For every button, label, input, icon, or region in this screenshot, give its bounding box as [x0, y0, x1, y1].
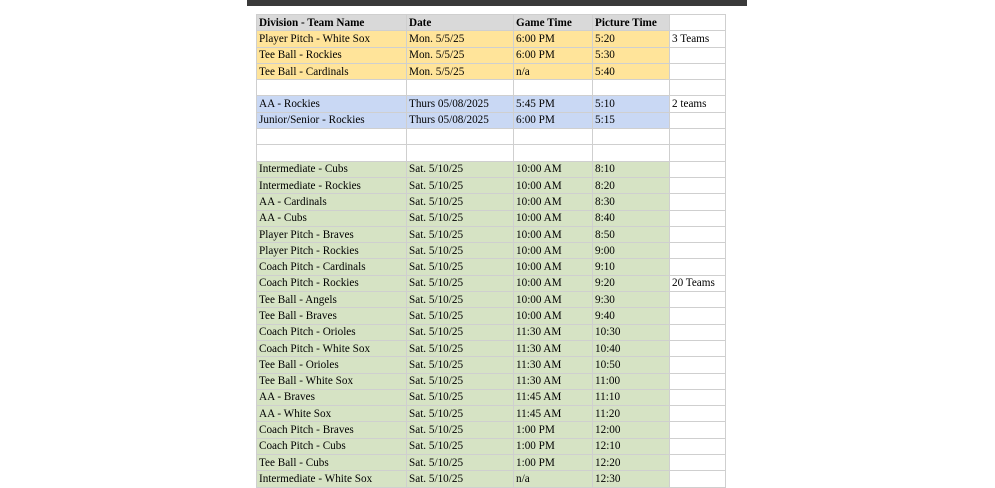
division-team-cell: AA - Cubs	[257, 210, 407, 226]
game-time-cell: 6:00 PM	[514, 47, 593, 63]
document-top-bar	[247, 0, 747, 6]
game-time-cell: 10:00 AM	[514, 308, 593, 324]
blank-row	[257, 145, 726, 161]
empty-cell	[670, 145, 726, 161]
empty-cell	[407, 80, 514, 96]
division-team-cell: Coach Pitch - White Sox	[257, 340, 407, 356]
game-time-cell: 6:00 PM	[514, 112, 593, 128]
division-team-cell: Intermediate - Cubs	[257, 161, 407, 177]
notes-cell	[670, 292, 726, 308]
schedule-row	[257, 194, 726, 210]
notes-cell: 2 teams	[670, 96, 726, 112]
date-cell: Sat. 5/10/25	[407, 406, 514, 422]
header-notes	[670, 15, 726, 31]
date-cell: Sat. 5/10/25	[407, 455, 514, 471]
notes-cell	[670, 47, 726, 63]
game-time-cell: 1:00 PM	[514, 455, 593, 471]
notes-cell	[670, 422, 726, 438]
schedule-row	[257, 308, 726, 324]
division-team-cell: Tee Ball - Angels	[257, 292, 407, 308]
schedule-row	[257, 275, 726, 291]
schedule-row	[257, 357, 726, 373]
notes-cell	[670, 63, 726, 79]
empty-cell	[407, 129, 514, 145]
picture-time-cell: 10:50	[593, 357, 670, 373]
picture-time-cell: 9:10	[593, 259, 670, 275]
division-team-cell: AA - Braves	[257, 389, 407, 405]
division-team-cell: Tee Ball - Cubs	[257, 455, 407, 471]
schedule-row	[257, 96, 726, 112]
blank-row	[257, 129, 726, 145]
empty-cell	[257, 80, 407, 96]
game-time-cell: 10:00 AM	[514, 226, 593, 242]
picture-time-cell: 5:10	[593, 96, 670, 112]
picture-time-cell: 8:50	[593, 226, 670, 242]
division-team-cell: AA - White Sox	[257, 406, 407, 422]
notes-cell	[670, 177, 726, 193]
picture-time-cell: 8:30	[593, 194, 670, 210]
division-team-cell: Tee Ball - Braves	[257, 308, 407, 324]
game-time-cell: 6:00 PM	[514, 31, 593, 47]
game-time-cell: 11:30 AM	[514, 324, 593, 340]
game-time-cell: n/a	[514, 63, 593, 79]
empty-cell	[407, 145, 514, 161]
picture-time-cell: 12:30	[593, 471, 670, 487]
division-team-cell: Tee Ball - White Sox	[257, 373, 407, 389]
schedule-row	[257, 292, 726, 308]
picture-time-cell: 5:15	[593, 112, 670, 128]
division-team-cell: Coach Pitch - Cubs	[257, 438, 407, 454]
notes-cell	[670, 373, 726, 389]
division-team-cell: Coach Pitch - Rockies	[257, 275, 407, 291]
division-team-cell: Coach Pitch - Orioles	[257, 324, 407, 340]
picture-time-cell: 12:10	[593, 438, 670, 454]
notes-cell	[670, 471, 726, 487]
schedule-row	[257, 31, 726, 47]
schedule-row	[257, 373, 726, 389]
picture-time-cell: 8:10	[593, 161, 670, 177]
header-division-team: Division - Team Name	[257, 15, 407, 31]
date-cell: Sat. 5/10/25	[407, 243, 514, 259]
date-cell: Sat. 5/10/25	[407, 226, 514, 242]
schedule-row	[257, 324, 726, 340]
date-cell: Mon. 5/5/25	[407, 31, 514, 47]
picture-time-cell: 9:00	[593, 243, 670, 259]
game-time-cell: 5:45 PM	[514, 96, 593, 112]
game-time-cell: 1:00 PM	[514, 422, 593, 438]
empty-cell	[514, 129, 593, 145]
notes-cell: 3 Teams	[670, 31, 726, 47]
game-time-cell: 11:30 AM	[514, 357, 593, 373]
picture-time-cell: 11:10	[593, 389, 670, 405]
game-time-cell: 1:00 PM	[514, 438, 593, 454]
schedule-row	[257, 422, 726, 438]
division-team-cell: Coach Pitch - Cardinals	[257, 259, 407, 275]
game-time-cell: n/a	[514, 471, 593, 487]
picture-time-cell: 8:20	[593, 177, 670, 193]
date-cell: Sat. 5/10/25	[407, 340, 514, 356]
picture-time-cell: 10:40	[593, 340, 670, 356]
date-cell: Sat. 5/10/25	[407, 194, 514, 210]
game-time-cell: 10:00 AM	[514, 177, 593, 193]
notes-cell	[670, 161, 726, 177]
notes-cell	[670, 389, 726, 405]
date-cell: Sat. 5/10/25	[407, 438, 514, 454]
picture-time-cell: 9:40	[593, 308, 670, 324]
notes-cell	[670, 226, 726, 242]
schedule-table	[256, 14, 726, 488]
schedule-row	[257, 226, 726, 242]
date-cell: Sat. 5/10/25	[407, 292, 514, 308]
date-cell: Sat. 5/10/25	[407, 210, 514, 226]
header-date: Date	[407, 15, 514, 31]
schedule-row	[257, 47, 726, 63]
date-cell: Sat. 5/10/25	[407, 324, 514, 340]
schedule-row	[257, 243, 726, 259]
schedule-row	[257, 177, 726, 193]
division-team-cell: Coach Pitch - Braves	[257, 422, 407, 438]
header-game-time: Game Time	[514, 15, 593, 31]
header-picture-time: Picture Time	[593, 15, 670, 31]
division-team-cell: Intermediate - Rockies	[257, 177, 407, 193]
empty-cell	[257, 129, 407, 145]
game-time-cell: 10:00 AM	[514, 194, 593, 210]
game-time-cell: 11:45 AM	[514, 389, 593, 405]
picture-time-cell: 8:40	[593, 210, 670, 226]
game-time-cell: 11:30 AM	[514, 373, 593, 389]
game-time-cell: 10:00 AM	[514, 259, 593, 275]
picture-time-cell: 11:00	[593, 373, 670, 389]
empty-cell	[593, 145, 670, 161]
schedule-row	[257, 259, 726, 275]
notes-cell	[670, 340, 726, 356]
division-team-cell: Tee Ball - Rockies	[257, 47, 407, 63]
notes-cell	[670, 438, 726, 454]
date-cell: Sat. 5/10/25	[407, 177, 514, 193]
date-cell: Sat. 5/10/25	[407, 161, 514, 177]
empty-cell	[593, 80, 670, 96]
picture-time-cell: 5:40	[593, 63, 670, 79]
picture-time-cell: 10:30	[593, 324, 670, 340]
division-team-cell: AA - Rockies	[257, 96, 407, 112]
schedule-row	[257, 161, 726, 177]
division-team-cell: Tee Ball - Cardinals	[257, 63, 407, 79]
notes-cell: 20 Teams	[670, 275, 726, 291]
date-cell: Thurs 05/08/2025	[407, 96, 514, 112]
date-cell: Sat. 5/10/25	[407, 357, 514, 373]
schedule-row	[257, 438, 726, 454]
game-time-cell: 10:00 AM	[514, 292, 593, 308]
schedule-row	[257, 471, 726, 487]
division-team-cell: Junior/Senior - Rockies	[257, 112, 407, 128]
division-team-cell: Player Pitch - Rockies	[257, 243, 407, 259]
empty-cell	[514, 80, 593, 96]
notes-cell	[670, 112, 726, 128]
date-cell: Sat. 5/10/25	[407, 471, 514, 487]
division-team-cell: Player Pitch - Braves	[257, 226, 407, 242]
notes-cell	[670, 243, 726, 259]
schedule-row	[257, 112, 726, 128]
game-time-cell: 11:30 AM	[514, 340, 593, 356]
schedule-row	[257, 455, 726, 471]
picture-time-cell: 12:00	[593, 422, 670, 438]
schedule-row	[257, 63, 726, 79]
date-cell: Thurs 05/08/2025	[407, 112, 514, 128]
schedule-row	[257, 406, 726, 422]
schedule-row	[257, 340, 726, 356]
schedule-row	[257, 389, 726, 405]
game-time-cell: 10:00 AM	[514, 275, 593, 291]
game-time-cell: 10:00 AM	[514, 161, 593, 177]
date-cell: Sat. 5/10/25	[407, 373, 514, 389]
date-cell: Sat. 5/10/25	[407, 422, 514, 438]
notes-cell	[670, 259, 726, 275]
date-cell: Sat. 5/10/25	[407, 259, 514, 275]
notes-cell	[670, 455, 726, 471]
empty-cell	[670, 80, 726, 96]
date-cell: Sat. 5/10/25	[407, 389, 514, 405]
game-time-cell: 10:00 AM	[514, 243, 593, 259]
division-team-cell: Intermediate - White Sox	[257, 471, 407, 487]
picture-time-cell: 9:20	[593, 275, 670, 291]
picture-time-cell: 9:30	[593, 292, 670, 308]
notes-cell	[670, 324, 726, 340]
notes-cell	[670, 194, 726, 210]
division-team-cell: Tee Ball - Orioles	[257, 357, 407, 373]
division-team-cell: Player Pitch - White Sox	[257, 31, 407, 47]
empty-cell	[514, 145, 593, 161]
empty-cell	[593, 129, 670, 145]
date-cell: Sat. 5/10/25	[407, 308, 514, 324]
empty-cell	[257, 145, 407, 161]
blank-row	[257, 80, 726, 96]
notes-cell	[670, 357, 726, 373]
notes-cell	[670, 308, 726, 324]
date-cell: Mon. 5/5/25	[407, 47, 514, 63]
date-cell: Mon. 5/5/25	[407, 63, 514, 79]
notes-cell	[670, 406, 726, 422]
game-time-cell: 10:00 AM	[514, 210, 593, 226]
header-row	[257, 15, 726, 31]
picture-time-cell: 11:20	[593, 406, 670, 422]
notes-cell	[670, 210, 726, 226]
game-time-cell: 11:45 AM	[514, 406, 593, 422]
division-team-cell: AA - Cardinals	[257, 194, 407, 210]
schedule-row	[257, 210, 726, 226]
picture-time-cell: 12:20	[593, 455, 670, 471]
date-cell: Sat. 5/10/25	[407, 275, 514, 291]
empty-cell	[670, 129, 726, 145]
picture-time-cell: 5:30	[593, 47, 670, 63]
picture-time-cell: 5:20	[593, 31, 670, 47]
